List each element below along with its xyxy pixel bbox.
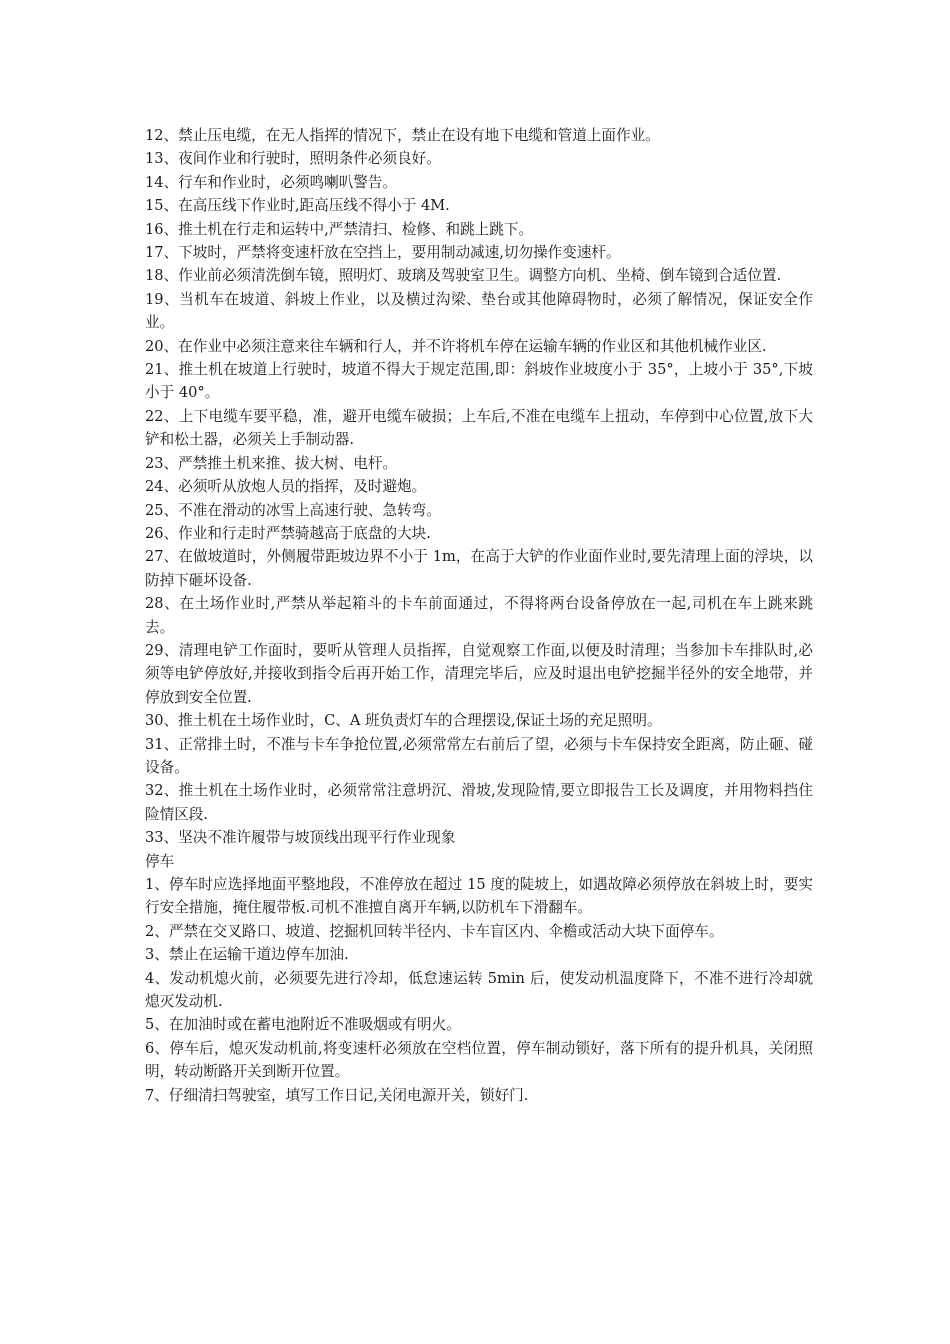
rule-30: 30、推土机在土场作业时，C、A 班负责灯车的合理摆设,保证土场的充足照明。 [145,712,662,730]
rule-31: 31、正常排土时，不准与卡车争抢位置,必须常常左右前后了望，必须与卡车保持安全距离，防止砸、碰设备。 [145,735,813,776]
parking-rule-1: 1、停车时应选择地面平整地段，不准停放在超过 15 度的陡坡上，如遇故障必须停放在斜坡上时，要实行安全措施，掩住履带板.司机不准擅自离开车辆,以防机车下滑翻车。 [145,876,813,917]
document-body [145,124,813,1107]
rule-23: 23、严禁推土机来推、拔大树、电杆。 [145,454,398,472]
parking-rule-6: 6、停车后，熄灭发动机前,将变速杆必须放在空档位置，停车制动锁好，落下所有的提升机具，关闭照明，转动断路开关到断开位置。 [145,1039,813,1081]
rule-12: 12、禁止压电缆，在无人指挥的情况下，禁止在设有地下电缆和管道上面作业。 [145,127,660,144]
rule-32: 32、推土机在土场作业时，必须常常注意坍沉、滑坡,发现险情,要立即报告工长及调度，并用物料挡住险情区段. [145,782,813,823]
rule-16: 16、推土机在行走和运转中,严禁清扫、检修、和跳上跳下。 [145,220,534,238]
rule-29: 29、清理电铲工作面时，要听从管理人员指挥，自觉观察工作面,以便及时清理；当参加卡车排队时,必须等电铲停放好,并接收到指令后再开始工作，清理完毕后，应及时退出电铲挖掘半径外的安全地带，并停放到安全位置. [145,641,813,706]
rule-22: 22、上下电缆车要平稳，准，避开电缆车破损；上车后,不准在电缆车上扭动，车停到中心位置,放下大铲和松土器，必须关上手制动器. [145,407,813,449]
parking-rule-2: 2、严禁在交叉路口、坡道、挖掘机回转半径内、卡车盲区内、伞檐或活动大块下面停车。 [145,922,724,940]
rule-26: 26、作业和行走时严禁骑越高于底盘的大块. [145,524,431,542]
rule-28: 28、在土场作业时,严禁从举起箱斗的卡车前面通过，不得将两台设备停放在一起,司机在车上跳来跳去。 [145,595,813,636]
rule-20: 20、在作业中必须注意来往车辆和行人，并不许将机车停在运输车辆的作业区和其他机械作业区. [145,337,767,355]
rule-17: 17、下坡时，严禁将变速杆放在空挡上，要用制动减速,切勿操作变速杆。 [145,244,621,262]
section-heading-parking: 停车 [145,852,175,870]
rule-15: 15、在高压线下作业时,距高压线不得小于 4M. [145,197,450,215]
rule-14: 14、行车和作业时，必须鸣喇叭警告。 [145,173,398,191]
rule-21: 21、推土机在坡道上行驶时，坡道不得大于规定范围,即：斜坡作业坡度小于 35°，上坡小于 35°,下坡小于 40°。 [145,361,813,402]
parking-rule-5: 5、在加油时或在蓄电池附近不准吸烟或有明火。 [145,1016,461,1034]
rule-18: 18、作业前必须清洗倒车镜，照明灯、玻璃及驾驶室卫生。调整方向机、坐椅、倒车镜到合适位置. [145,267,782,285]
rule-19: 19、当机车在坡道、斜坡上作业，以及横过沟梁、垫台或其他障碍物时，必须了解情况，保证安全作业。 [145,290,813,332]
rule-25: 25、不准在滑动的冰雪上高速行驶、急转弯。 [145,501,441,519]
parking-rule-4: 4、发动机熄火前，必须要先进行冷却，低怠速运转 5min 后，使发动机温度降下，不准不进行冷却就熄灭发动机. [145,969,813,1011]
rule-33: 33、坚决不准许履带与坡顶线出现平行作业现象 [145,829,456,847]
rule-27: 27、在做坡道时，外侧履带距坡边界不小于 1m，在高于大铲的作业面作业时,要先清理上面的浮块，以防掉下砸坏设备. [145,548,813,589]
rule-13: 13、夜间作业和行驶时，照明条件必须良好。 [145,150,441,168]
rule-24: 24、必须听从放炮人员的指挥，及时避炮。 [145,478,427,496]
parking-rule-7: 7、仔细清扫驾驶室，填写工作日记,关闭电源开关，锁好门. [145,1086,529,1104]
parking-rule-3: 3、禁止在运输干道边停车加油. [145,946,349,964]
